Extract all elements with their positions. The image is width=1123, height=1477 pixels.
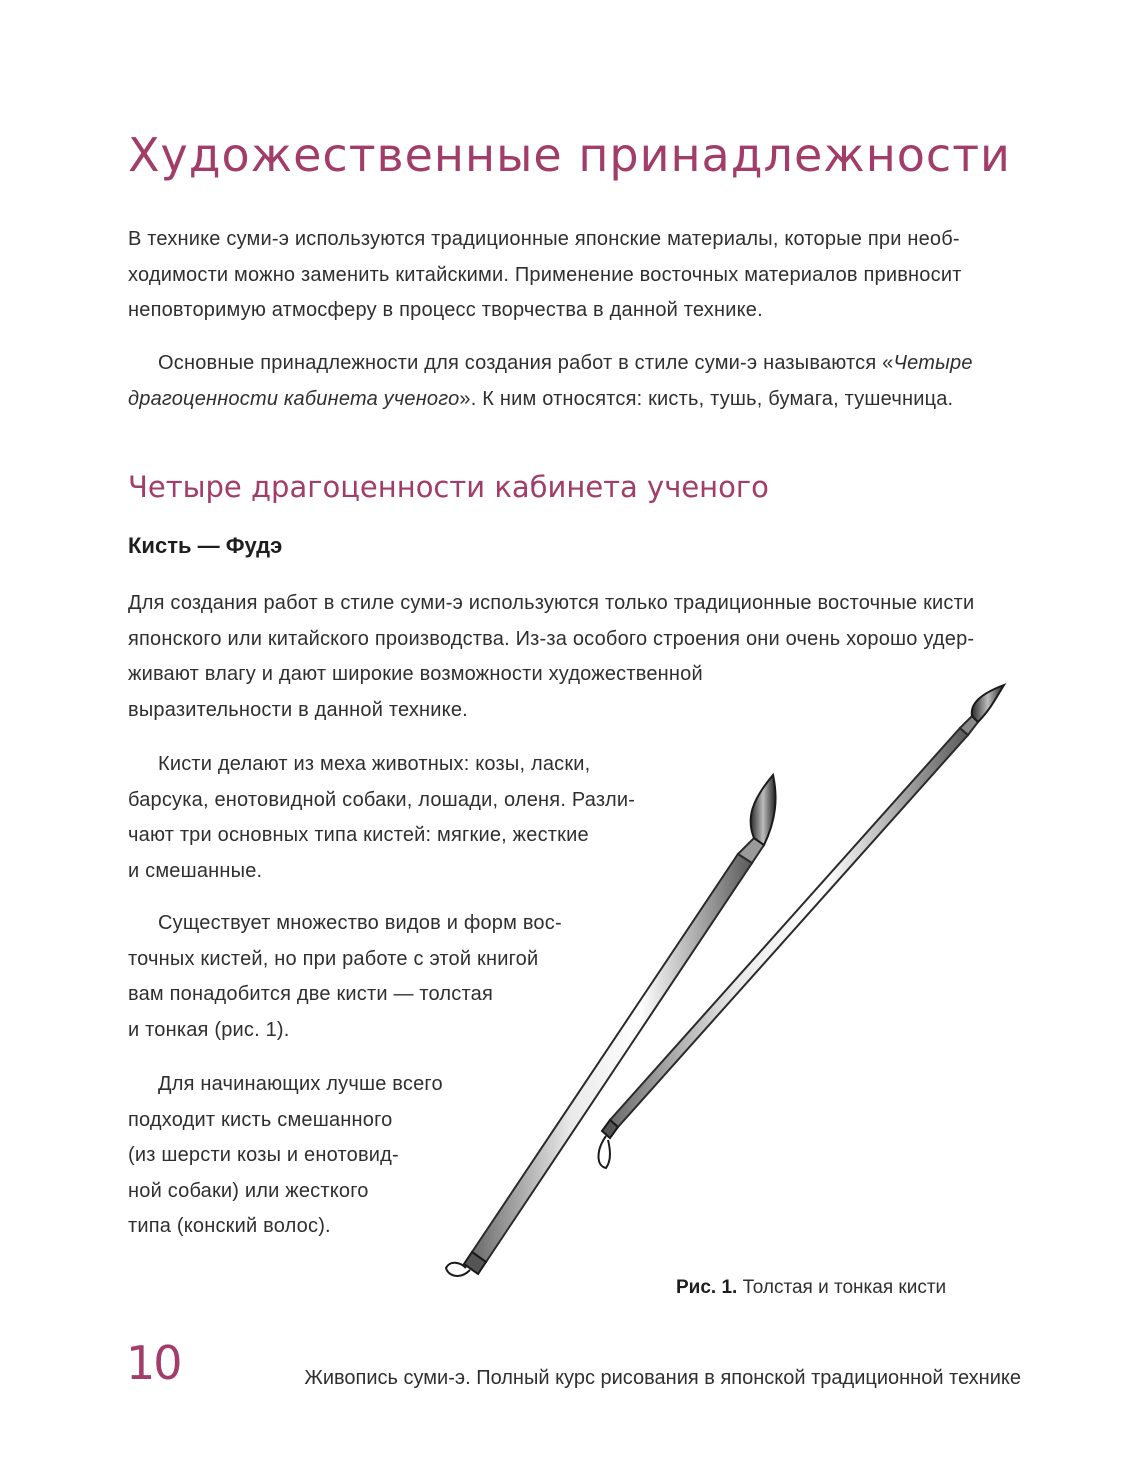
brush-line: чают три основных типа кистей: мягкие, жесткие — [128, 824, 589, 846]
intro-paragraph — [128, 222, 962, 329]
brush-line: живают влагу и дают широкие возможности художественной — [128, 663, 703, 685]
treasures-text: Основные принадлежности для создания работ в стиле суми-э называются « — [158, 352, 894, 374]
treasures-line — [128, 346, 973, 382]
running-footer: Живопись суми-э. Полный курс рисования в японской традиционной технике — [304, 1367, 1021, 1389]
thick-brush — [446, 775, 776, 1276]
brush-paragraph-4 — [128, 1067, 443, 1245]
treasures-line — [128, 382, 973, 418]
brush-line: выразительности в данной технике. — [128, 698, 468, 721]
brushes-illustration — [420, 680, 1040, 1300]
page-title: Художественные принадлежности — [128, 128, 1011, 182]
intro-line: В технике суми-э используются традиционные японские материалы, которые при необ- — [128, 228, 960, 250]
brush-line: типа (конский волос). — [128, 1215, 331, 1237]
brush-line: ной собаки) или жесткого — [128, 1179, 369, 1202]
page-number: 10 — [126, 1336, 181, 1390]
brush-line: Для создания работ в стиле суми-э используются только традиционные восточные кисти — [128, 592, 975, 614]
brush-line: барсука, енотовидной собаки, лошади, оленя. Разли- — [128, 788, 636, 811]
subsection-title: Кисть — Фудэ — [128, 533, 283, 558]
section-title: Четыре драгоценности кабинета ученого — [128, 470, 769, 504]
brush-line: (из шерсти козы и енотовид- — [128, 1144, 399, 1166]
brush-line: подходит кисть смешанного — [128, 1108, 393, 1131]
figure-caption — [676, 1277, 946, 1299]
brush-line: японского или китайского производства. Из-за особого строения они очень хорошо удер- — [128, 627, 975, 650]
intro-line: неповторимую атмосферу в процесс творчества в данной технике. — [128, 299, 763, 321]
treasures-text: ». К ним относятся: кисть, тушь, бумага, тушечница. — [459, 387, 954, 410]
brush-line: Существует множество видов и форм вос- — [158, 912, 562, 934]
caption-text: Толстая и тонкая кисти — [737, 1277, 947, 1298]
treasures-paragraph — [128, 346, 973, 417]
brush-line: и смешанные. — [128, 859, 263, 882]
treasures-italic: драгоценности кабинета ученого — [128, 387, 460, 410]
brush-line: точных кистей, но при работе с этой книгой — [128, 947, 539, 970]
brush-line: вам понадобится две кисти — толстая — [128, 983, 493, 1005]
intro-line: ходимости можно заменить китайскими. Применение восточных материалов привносит — [128, 263, 962, 286]
brush-line: Для начинающих лучше всего — [158, 1073, 443, 1095]
brush-line: и тонкая (рис. 1). — [128, 1018, 290, 1041]
brush-line: Кисти делают из меха животных: козы, ласки, — [158, 753, 591, 775]
treasures-italic: Четыре — [893, 352, 973, 374]
caption-label: Рис. 1. — [676, 1277, 738, 1298]
thin-brush — [599, 685, 1005, 1168]
